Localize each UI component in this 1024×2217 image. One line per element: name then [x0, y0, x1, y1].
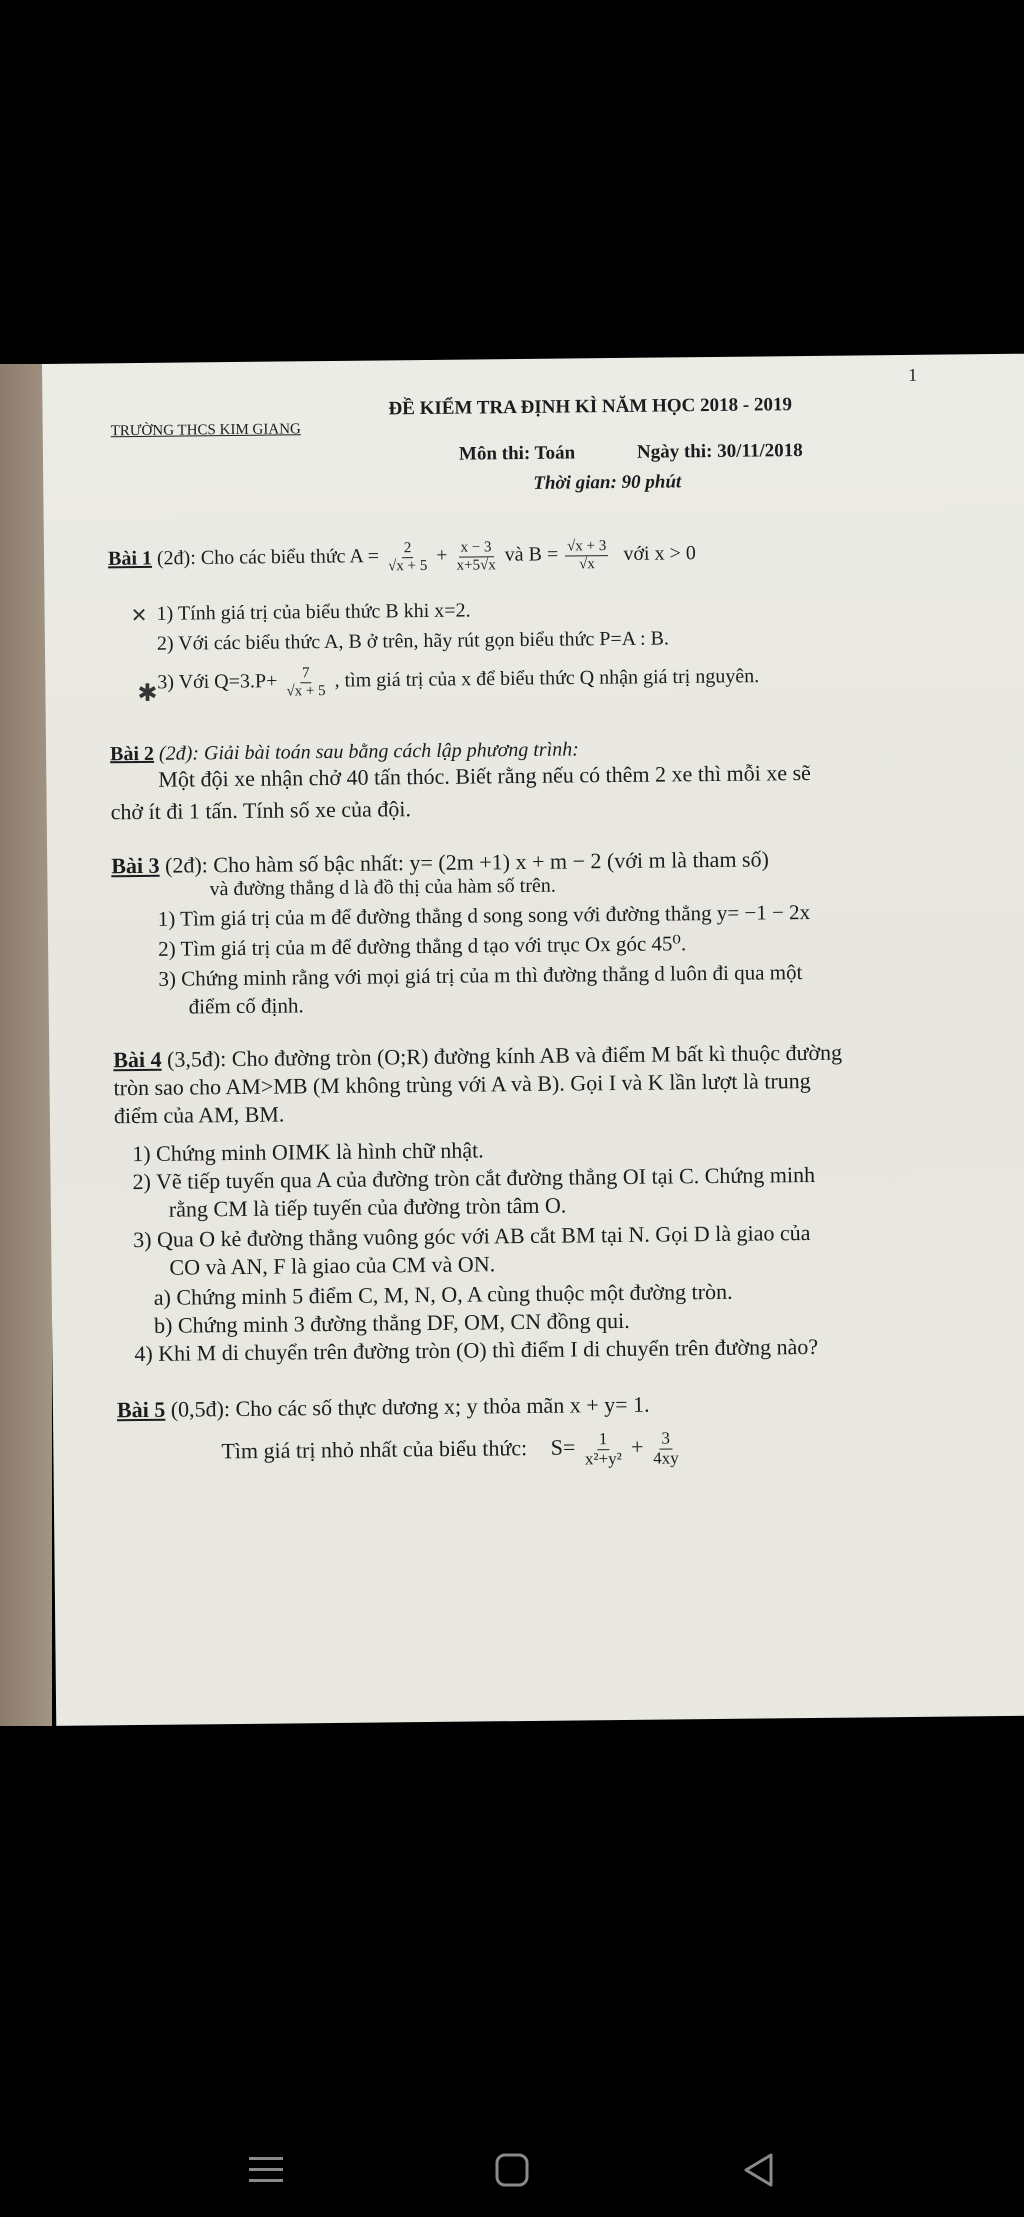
- bai4-q3b: CO và AN, F là giao của CM và ON.: [169, 1251, 496, 1280]
- home-nav-button[interactable]: [482, 2150, 542, 2190]
- subject: Môn thi: Toán: [458, 442, 576, 465]
- menu-icon: [249, 2155, 283, 2185]
- A-fraction-1: [386, 540, 430, 574]
- bai1-label: Bài 1: [107, 547, 153, 570]
- bai2-line1: Một đội xe nhận chở 40 tấn thóc. Biết rằng nếu có thêm 2 xe thì mỗi xe sẽ: [158, 759, 811, 792]
- S-fraction-1: [583, 1430, 624, 1469]
- bai4-intro2: tròn sao cho AM>MB (M không trùng với A và B). Gọi I và K lần lượt là trung: [113, 1067, 811, 1101]
- bai1-points: (2đ): Cho các biểu thức: [156, 545, 346, 570]
- S-prefix: S=: [550, 1434, 576, 1460]
- bai5-intro: (0,5đ): Cho các số thực dương x; y thỏa mãn x + y= 1.: [170, 1391, 650, 1422]
- S-f2-num: 3: [659, 1429, 672, 1449]
- bai4-qa: a) Chứng minh 5 điểm C, M, N, O, A cùng thuộc một đường tròn.: [153, 1278, 733, 1310]
- S-fraction-2: [651, 1429, 681, 1468]
- bai4-intro3: điểm của AM, BM.: [113, 1101, 285, 1129]
- bai4-intro-line1: [113, 1040, 842, 1073]
- school-name: TRƯỜNG THCS KIM GIANG: [110, 421, 301, 440]
- S-f1-num: 1: [597, 1430, 610, 1450]
- page-mark: 1: [908, 364, 918, 385]
- B-num: √x + 3: [565, 538, 608, 556]
- bai3-q1: 1) Tìm giá trị của m để đường thẳng d song song với đường thẳng y= −1 − 2x: [157, 899, 811, 931]
- A-f2-num: x − 3: [458, 539, 493, 557]
- exam-paper: [42, 354, 1024, 1726]
- bai1-q2: 2) Với các biểu thức A, B ở trên, hãy rút gọn biểu thức P=A : B.: [156, 627, 670, 655]
- q3-num: 7: [300, 665, 312, 683]
- bai5-line2: [221, 1429, 683, 1472]
- bai4-q4: 4) Khi M di chuyển trên đường tròn (O) thì điểm I di chuyển trên đường nào?: [134, 1333, 819, 1367]
- bai1-q1: 1) Tính giá trị của biểu thức B khi x=2.: [156, 599, 471, 625]
- bai3-intro: (2đ): Cho hàm số bậc nhất: y= (2m +1) x + m − 2 (với m là tham số): [164, 846, 769, 878]
- bai5-label: Bài 5: [116, 1396, 166, 1423]
- q3-prefix: 3) Với Q=3.P+: [157, 670, 278, 694]
- condition: với x > 0: [623, 541, 696, 565]
- A-f2-den: x+5√x: [456, 556, 496, 574]
- bai5-ask: Tìm giá trị nhỏ nhất của biểu thức:: [221, 1435, 528, 1464]
- S-f2-den: 4xy: [653, 1448, 679, 1468]
- bai2-intro-line: [110, 738, 579, 766]
- A-f1-num: 2: [402, 540, 414, 558]
- B-fraction: [565, 538, 609, 572]
- q3-suffix: , tìm giá trị của x để biểu thức Q nhận giá trị nguyên.: [334, 665, 760, 692]
- bai4-intro1: (3,5đ): Cho đường tròn (O;R) đường kính AB và điểm M bất kì thuộc đường: [166, 1039, 843, 1072]
- handwritten-star-mark: ✱: [137, 678, 158, 708]
- exam-date: Ngày thi: 30/11/2018: [636, 440, 803, 463]
- bai3-q2: 2) Tìm giá trị của m để đường thẳng d tạo với trục Ox góc 45⁰.: [158, 931, 687, 961]
- bai4-qb: b) Chứng minh 3 đường thẳng DF, OM, CN đồng qui.: [153, 1307, 630, 1338]
- bai5-intro-line: [117, 1392, 650, 1423]
- bai2-intro: (2đ): Giải bài toán sau bằng cách lập phương trình:: [158, 738, 579, 765]
- menu-nav-button[interactable]: [236, 2150, 296, 2190]
- home-icon: [495, 2153, 529, 2187]
- bai4-q1: 1) Chứng minh OIMK là hình chữ nhật.: [132, 1137, 484, 1167]
- bai2-line2: chở ít đi 1 tấn. Tính số xe của đội.: [110, 796, 412, 825]
- bai2-label: Bài 2: [109, 742, 155, 766]
- q3-den: √x + 5: [286, 682, 326, 699]
- B-den: √x: [578, 555, 595, 572]
- bai3-intro2: và đường thẳng d là đồ thị của hàm số trên.: [209, 874, 556, 901]
- bai4-q2a: 2) Vẽ tiếp tuyến qua A của đường tròn cắt đường thẳng OI tại C. Chứng minh: [132, 1161, 816, 1195]
- bai3-q3a: 3) Chứng minh rằng với mọi giá trị của m thì đường thẳng d luôn đi qua một: [158, 960, 803, 991]
- A-f1-den: √x + 5: [388, 557, 428, 574]
- bai3-label: Bài 3: [111, 852, 160, 879]
- A-plus: +: [436, 544, 448, 567]
- handwritten-x-mark: ✕: [130, 602, 148, 628]
- bai4-q3a: 3) Qua O kẻ đường thẳng vuông góc với AB cắt BM tại N. Gọi D là giao của: [133, 1220, 811, 1253]
- bai1-statement: [108, 537, 696, 577]
- S-f1-den: x²+y²: [584, 1448, 622, 1469]
- duration: Thời gian: 90 phút: [533, 471, 682, 494]
- S-plus: +: [630, 1433, 644, 1460]
- and-B: và B =: [504, 543, 559, 566]
- back-icon: [741, 2152, 775, 2188]
- bai4-q2b: rằng CM là tiếp tuyến của đường tròn tâm O.: [168, 1192, 567, 1222]
- expr-A-prefix: A =: [349, 545, 380, 568]
- back-nav-button[interactable]: [728, 2150, 788, 2190]
- q3-fraction: [284, 665, 328, 699]
- bai4-label: Bài 4: [113, 1046, 162, 1073]
- bai3-q3b: điểm cố định.: [188, 993, 304, 1019]
- A-fraction-2: [454, 539, 498, 573]
- exam-title: ĐỀ KIỂM TRA ĐỊNH KÌ NĂM HỌC 2018 - 2019: [388, 394, 792, 420]
- bai3-intro-line: [111, 846, 769, 878]
- bai1-q3: [157, 661, 759, 701]
